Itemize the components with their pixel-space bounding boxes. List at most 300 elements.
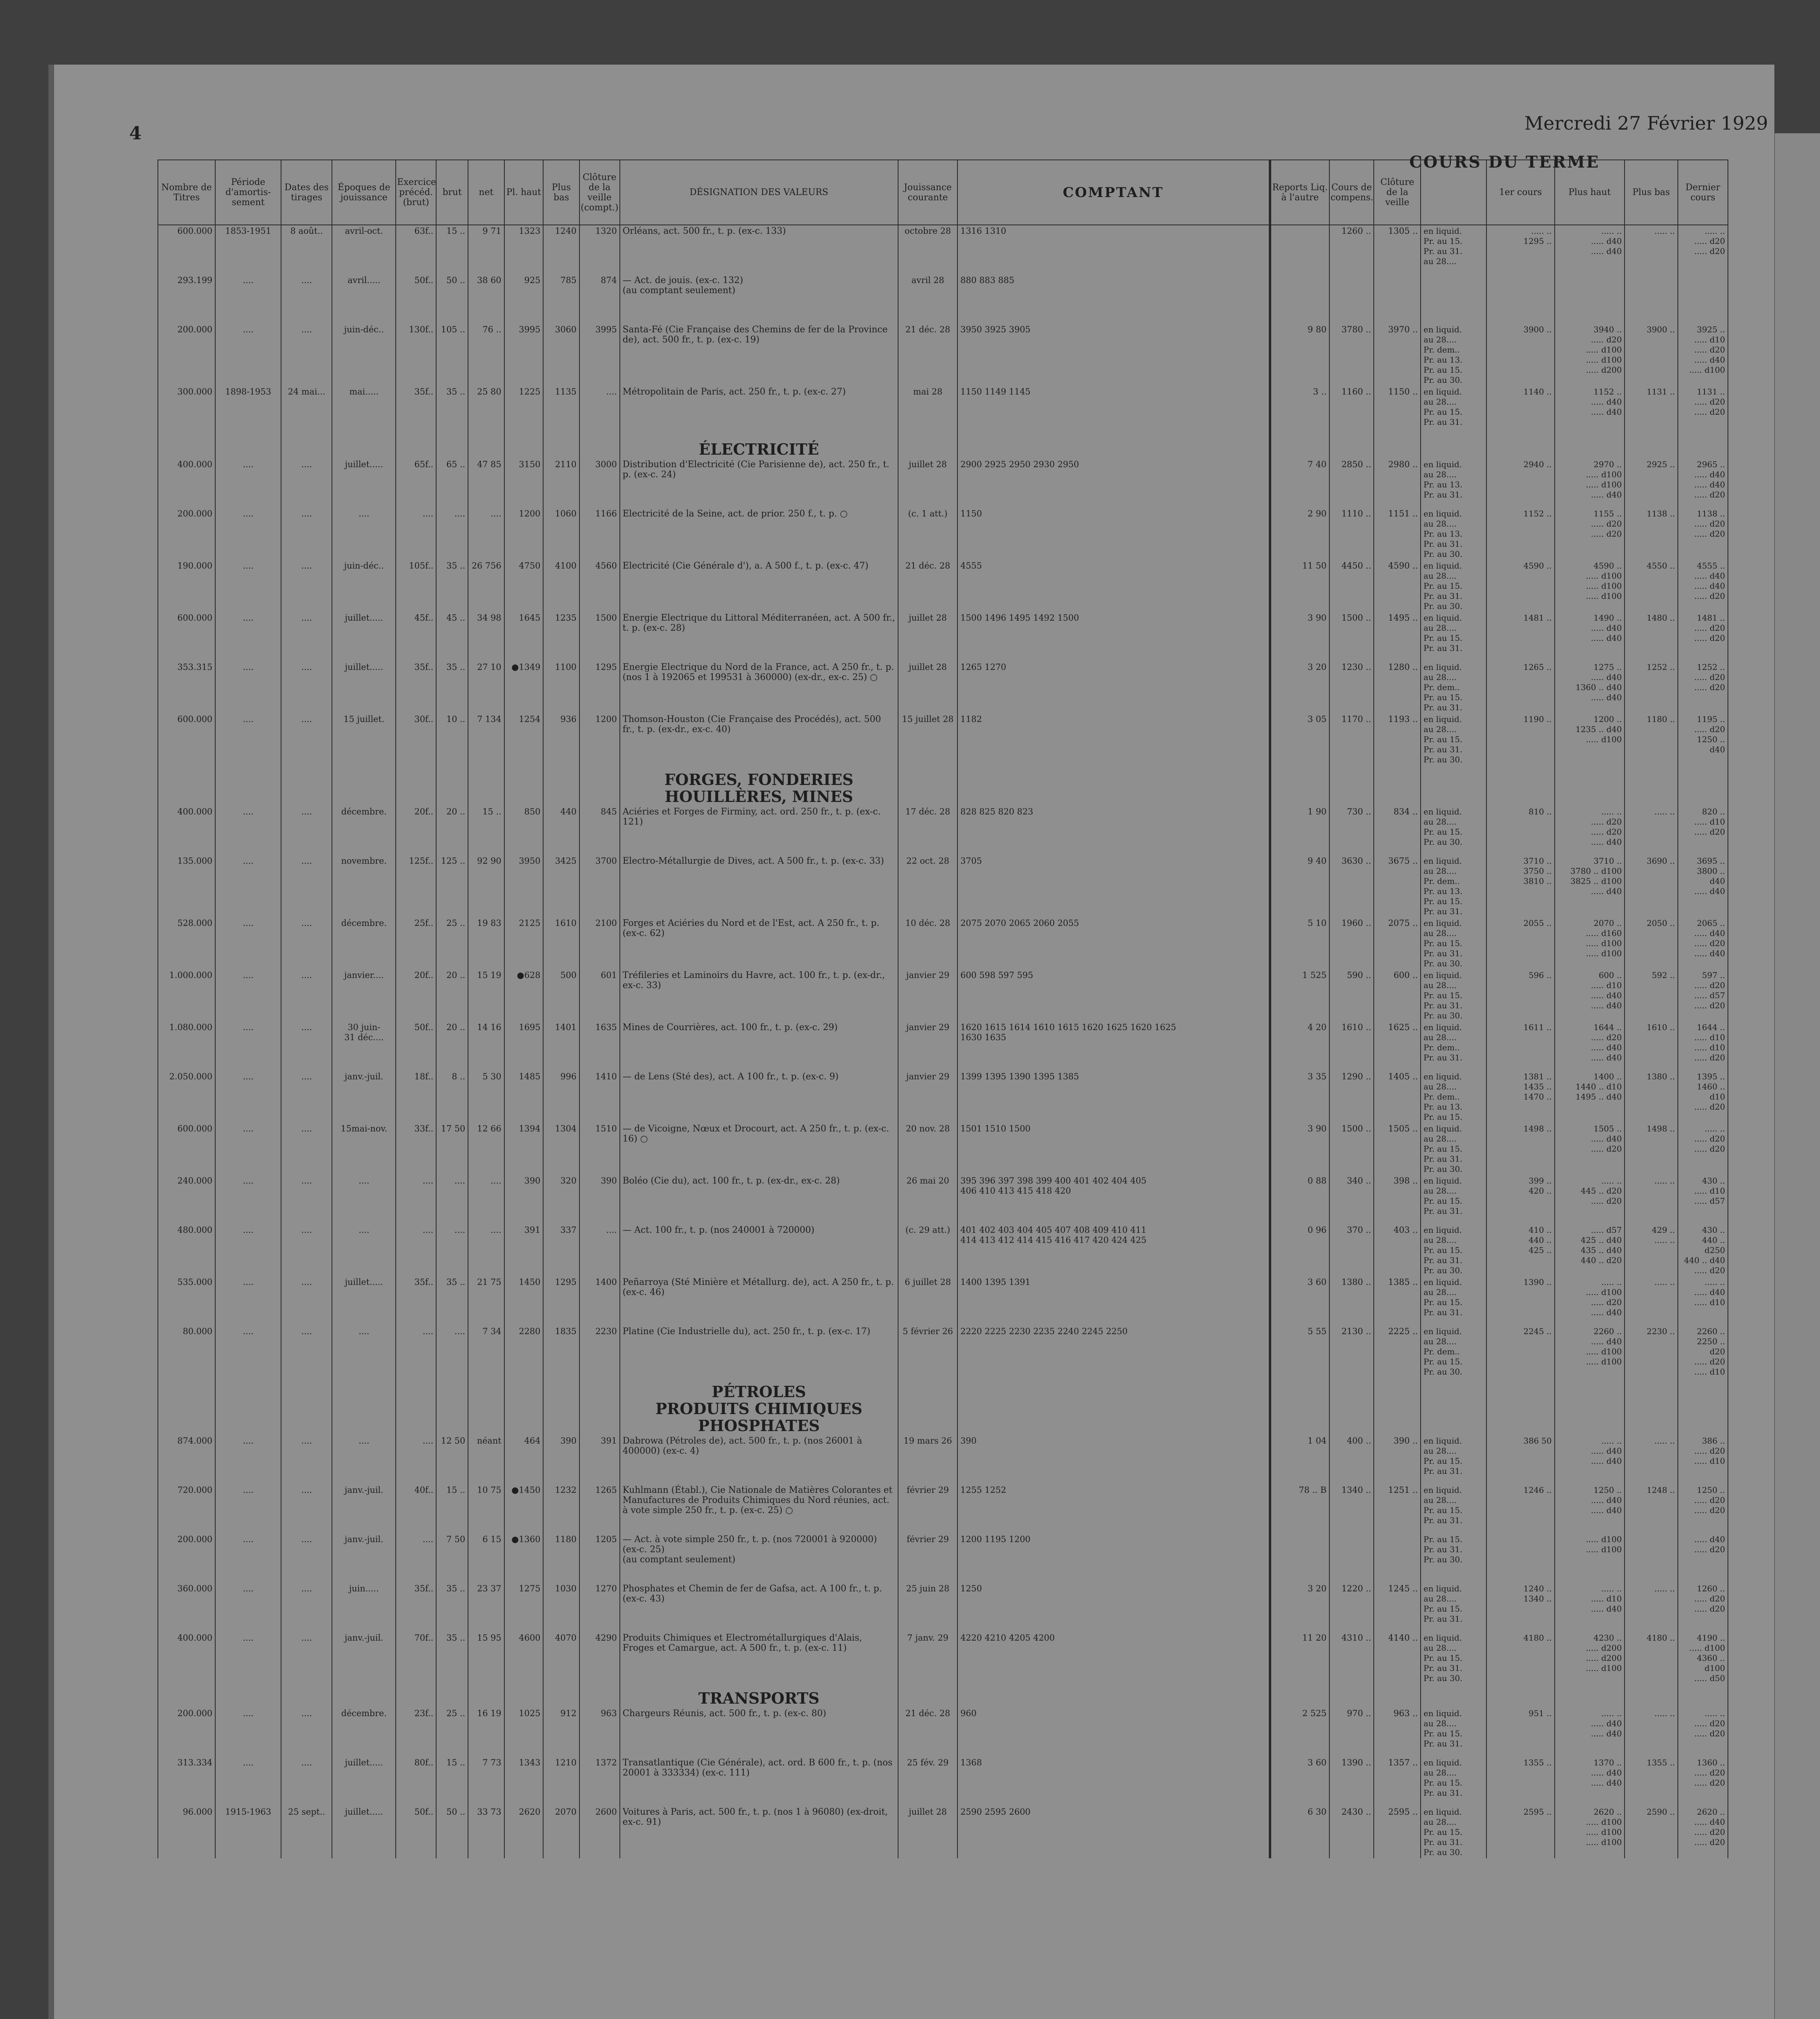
empty-cell xyxy=(1678,1378,1728,1435)
cell-epoques: janv.-juil. xyxy=(332,1632,396,1684)
cell-plus-bas-terme: 4180 .. xyxy=(1625,1632,1678,1684)
cell-tirages: .... xyxy=(281,508,332,560)
section-heading: FORGES, FONDERIES HOUILLÈRES, MINES xyxy=(620,766,898,806)
cell-exercice: 65f.. xyxy=(396,459,436,508)
cell-dernier: 597 .. ..... d20 ..... d57 ..... d20 xyxy=(1678,970,1728,1022)
cell-jouissance: octobre 28 xyxy=(898,225,957,275)
empty-cell xyxy=(543,1684,579,1708)
cell-cloture-terme: 1193 .. xyxy=(1374,714,1421,766)
cell-cloture: 4290 xyxy=(579,1632,620,1684)
cell-epoques: .... xyxy=(332,508,396,560)
cell-cloture-terme xyxy=(1374,1534,1421,1583)
cell-plus-bas-terme xyxy=(1625,1534,1678,1583)
cell-tirages: .... xyxy=(281,1534,332,1583)
cell-comptant: 1400 1395 1391 xyxy=(957,1276,1270,1326)
cell-plus-bas-terme: 1355 .. xyxy=(1625,1757,1678,1806)
cell-plus-bas: 1235 xyxy=(543,612,579,661)
quotations-table xyxy=(157,160,1728,1858)
cell-reports: 0 88 xyxy=(1270,1175,1329,1224)
cell-compens: 590 .. xyxy=(1329,970,1374,1022)
cell-designation: Forges et Aciéries du Nord et de l'Est, act. A 250 fr., t. p. (ex-c. 62) xyxy=(620,917,898,970)
table-row xyxy=(158,1632,1728,1684)
cell-plus-bas: 1180 xyxy=(543,1534,579,1583)
cell-reports: 1 525 xyxy=(1270,970,1329,1022)
cell-dernier: 4555 .. ..... d40 ..... d40 ..... d20 xyxy=(1678,560,1728,612)
empty-cell xyxy=(957,766,1270,806)
cell-tirages: 24 mai... xyxy=(281,386,332,435)
cell-plus-haut: 1505 .. ..... d40 ..... d20 xyxy=(1555,1123,1625,1175)
cell-dernier: 1195 .. ..... d20 1250 .. d40 xyxy=(1678,714,1728,766)
cell-cloture: 3700 xyxy=(579,855,620,917)
cell-tirages: .... xyxy=(281,917,332,970)
cell-position: en liquid. au 28.... Pr. au 15. Pr. au 31. Pr. au 30. xyxy=(1421,714,1486,766)
table-row xyxy=(158,806,1728,855)
empty-cell xyxy=(332,435,396,459)
cell-premier: 596 .. xyxy=(1486,970,1554,1022)
cell-periode: .... xyxy=(215,1175,281,1224)
empty-cell xyxy=(1374,766,1421,806)
cell-titres: 190.000 xyxy=(158,560,215,612)
cell-brut: 35 .. xyxy=(436,386,468,435)
table-row xyxy=(158,1806,1728,1858)
empty-cell xyxy=(1486,435,1554,459)
cell-reports: 3 60 xyxy=(1270,1276,1329,1326)
cell-epoques: janv.-juil. xyxy=(332,1534,396,1583)
table-row xyxy=(158,612,1728,661)
cell-premier: 2055 .. xyxy=(1486,917,1554,970)
cell-periode: .... xyxy=(215,917,281,970)
cell-plus-bas: 390 xyxy=(543,1435,579,1484)
table-row xyxy=(158,1435,1728,1484)
cell-net: 34 98 xyxy=(468,612,504,661)
cell-plus-haut: 4590 .. ..... d100 ..... d100 ..... d100 xyxy=(1555,560,1625,612)
empty-cell xyxy=(504,766,544,806)
cell-net: 10 75 xyxy=(468,1484,504,1534)
cell-titres: 200.000 xyxy=(158,508,215,560)
col-premier-cours: 1er cours xyxy=(1486,160,1554,225)
cell-periode: 1915-1963 xyxy=(215,1806,281,1858)
cell-premier: 4180 .. xyxy=(1486,1632,1554,1684)
cell-compens: 1230 .. xyxy=(1329,661,1374,714)
cell-plus-bas-terme: 1380 .. xyxy=(1625,1071,1678,1123)
cell-plus-haut: 3940 .. ..... d20 ..... d100 ..... d100 ..... d200 xyxy=(1555,324,1625,386)
cell-plus-haut: ..... .. ..... d20 ..... d20 ..... d40 xyxy=(1555,806,1625,855)
cell-plus-haut: ..... .. ..... d40 ..... d40 xyxy=(1555,225,1625,275)
cell-designation: Energie Electrique du Littoral Méditerranéen, act. A 500 fr., t. p. (ex-c. 28) xyxy=(620,612,898,661)
cell-plus-bas-terme xyxy=(1625,275,1678,324)
cell-cloture: 874 xyxy=(579,275,620,324)
cell-dernier: 386 .. ..... d20 ..... d10 xyxy=(1678,1435,1728,1484)
cell-designation: Energie Electrique du Nord de la France, act. A 250 fr., t. p. (nos 1 à 192065 et 199531 à 360000) (ex-dr., ex-c. 25) ○ xyxy=(620,661,898,714)
cell-plus-bas: 1835 xyxy=(543,1326,579,1378)
cell-cloture-terme: 1495 .. xyxy=(1374,612,1421,661)
cell-dernier: 1138 .. ..... d20 ..... d20 xyxy=(1678,508,1728,560)
empty-cell xyxy=(436,1378,468,1435)
cell-plus-haut: 1370 .. ..... d40 ..... d40 xyxy=(1555,1757,1625,1806)
cell-pl-haut: ●1360 xyxy=(504,1534,544,1583)
cell-tirages: .... xyxy=(281,855,332,917)
cell-plus-bas: 1100 xyxy=(543,661,579,714)
cell-position: en liquid. au 28.... Pr. dem.. Pr. au 15. Pr. au 31. xyxy=(1421,661,1486,714)
cell-position: en liquid. au 28.... Pr. dem.. Pr. au 15. Pr. au 30. xyxy=(1421,1326,1486,1378)
cell-compens: 1220 .. xyxy=(1329,1583,1374,1632)
cell-plus-bas: 337 xyxy=(543,1224,579,1276)
table-row xyxy=(158,560,1728,612)
cell-cloture: 390 xyxy=(579,1175,620,1224)
empty-cell xyxy=(543,1378,579,1435)
cell-plus-haut: 1644 .. ..... d20 ..... d40 ..... d40 xyxy=(1555,1022,1625,1071)
cell-titres: 600.000 xyxy=(158,612,215,661)
cell-pl-haut: 464 xyxy=(504,1435,544,1484)
cell-position: en liquid. au 28.... Pr. au 15. Pr. au 31. xyxy=(1421,1757,1486,1806)
cell-cloture-terme: 4590 .. xyxy=(1374,560,1421,612)
cell-jouissance: (c. 1 att.) xyxy=(898,508,957,560)
cell-jouissance: mai 28 xyxy=(898,386,957,435)
cell-titres: 535.000 xyxy=(158,1276,215,1326)
cell-exercice: 45f.. xyxy=(396,612,436,661)
page-date: Mercredi 27 Février 1929 xyxy=(1524,112,1768,134)
cell-position: en liquid. au 28.... Pr. au 15. Pr. au 31. xyxy=(1421,1484,1486,1534)
cell-periode: .... xyxy=(215,1276,281,1326)
cell-cloture: 1500 xyxy=(579,612,620,661)
cell-dernier: 430 .. 440 .. d250 440 .. d40 ..... d20 xyxy=(1678,1224,1728,1276)
cell-plus-bas: 500 xyxy=(543,970,579,1022)
cell-cloture: 1270 xyxy=(579,1583,620,1632)
cell-tirages: .... xyxy=(281,1071,332,1123)
empty-cell xyxy=(1421,1378,1486,1435)
cell-premier: 1240 .. 1340 .. xyxy=(1486,1583,1554,1632)
cell-plus-bas-terme: 2230 .. xyxy=(1625,1326,1678,1378)
cell-reports: 78 .. B xyxy=(1270,1484,1329,1534)
cell-tirages: .... xyxy=(281,459,332,508)
table-row xyxy=(158,1123,1728,1175)
cell-plus-bas: 1030 xyxy=(543,1583,579,1632)
cell-cloture: 845 xyxy=(579,806,620,855)
cell-cloture: .... xyxy=(579,1224,620,1276)
cell-cloture: 1635 xyxy=(579,1022,620,1071)
cell-designation: Kuhlmann (Établ.), Cie Nationale de Matières Colorantes et Manufactures de Produits Chimiques du Nord réunies, act. à vote simple 250 fr., t. p. (ex-c. 25) ○ xyxy=(620,1484,898,1534)
cell-brut: 12 50 xyxy=(436,1435,468,1484)
cell-cloture-terme: 1151 .. xyxy=(1374,508,1421,560)
cell-cloture: 3000 xyxy=(579,459,620,508)
table-row xyxy=(158,508,1728,560)
cell-periode: .... xyxy=(215,806,281,855)
cell-dernier: 1250 .. ..... d20 ..... d20 xyxy=(1678,1484,1728,1534)
empty-cell xyxy=(957,435,1270,459)
cell-dernier: 3695 .. 3800 .. d40 ..... d40 xyxy=(1678,855,1728,917)
empty-cell xyxy=(436,435,468,459)
empty-cell xyxy=(1270,1378,1329,1435)
cell-comptant: 1316 1310 xyxy=(957,225,1270,275)
cell-net: 33 73 xyxy=(468,1806,504,1858)
cell-brut: 25 .. xyxy=(436,917,468,970)
cell-plus-bas: 1232 xyxy=(543,1484,579,1534)
empty-cell xyxy=(579,1378,620,1435)
empty-cell xyxy=(468,435,504,459)
cell-net: .... xyxy=(468,508,504,560)
cell-cloture-terme: 1305 .. xyxy=(1374,225,1421,275)
cell-pl-haut: 1645 xyxy=(504,612,544,661)
col-periode: Période d'amortis-sement xyxy=(215,160,281,225)
cell-dernier: 1260 .. ..... d20 ..... d20 xyxy=(1678,1583,1728,1632)
cell-plus-haut: 2620 .. ..... d100 ..... d100 ..... d100 xyxy=(1555,1806,1625,1858)
cell-epoques: janv.-juil. xyxy=(332,1484,396,1534)
cell-dernier: ..... d40 ..... d20 xyxy=(1678,1534,1728,1583)
cell-periode: .... xyxy=(215,714,281,766)
cell-cloture: 391 xyxy=(579,1435,620,1484)
cell-comptant: 2900 2925 2950 2930 2950 xyxy=(957,459,1270,508)
cell-plus-haut: ..... d57 425 .. d40 435 .. d40 440 .. d20 xyxy=(1555,1224,1625,1276)
cell-net: 7 73 xyxy=(468,1757,504,1806)
cell-cloture-terme: 398 .. xyxy=(1374,1175,1421,1224)
cell-dernier: 2965 .. ..... d40 ..... d40 ..... d20 xyxy=(1678,459,1728,508)
cell-cloture: 1265 xyxy=(579,1484,620,1534)
cell-epoques: avril..... xyxy=(332,275,396,324)
empty-cell xyxy=(396,1378,436,1435)
empty-cell xyxy=(543,435,579,459)
cell-jouissance: juillet 28 xyxy=(898,661,957,714)
cell-designation: — de Lens (Sté des), act. A 100 fr., t. p. (ex-c. 9) xyxy=(620,1071,898,1123)
cell-comptant: 2220 2225 2230 2235 2240 2245 2250 xyxy=(957,1326,1270,1378)
cell-premier: 1381 .. 1435 .. 1470 .. xyxy=(1486,1071,1554,1123)
cell-compens: 370 .. xyxy=(1329,1224,1374,1276)
cell-position: en liquid. au 28.... Pr. au 15. Pr. au 31. Pr. au 30. xyxy=(1421,970,1486,1022)
cell-pl-haut: 1485 xyxy=(504,1071,544,1123)
empty-cell xyxy=(1678,1684,1728,1708)
empty-cell xyxy=(1625,1378,1678,1435)
cell-compens: 1260 .. xyxy=(1329,225,1374,275)
empty-cell xyxy=(543,766,579,806)
table-row xyxy=(158,917,1728,970)
cell-net: 26 756 xyxy=(468,560,504,612)
cell-cloture-terme: 4140 .. xyxy=(1374,1632,1421,1684)
cell-exercice: 50f.. xyxy=(396,1806,436,1858)
empty-cell xyxy=(1678,435,1728,459)
cell-comptant: 1250 xyxy=(957,1583,1270,1632)
cell-exercice: .... xyxy=(396,1326,436,1378)
empty-cell xyxy=(1486,1684,1554,1708)
empty-cell xyxy=(1555,766,1625,806)
cell-position xyxy=(1421,275,1486,324)
cell-dernier: 2260 .. 2250 .. d20 ..... d20 ..... d10 xyxy=(1678,1326,1728,1378)
cell-plus-haut: 3710 .. 3780 .. d100 3825 .. d100 ..... d40 xyxy=(1555,855,1625,917)
table-row xyxy=(158,1583,1728,1632)
col-dates: Dates des tirages xyxy=(281,160,332,225)
empty-cell xyxy=(1678,766,1728,806)
cell-plus-haut: ..... .. ..... d100 ..... d20 ..... d40 xyxy=(1555,1276,1625,1326)
cell-compens: 3630 .. xyxy=(1329,855,1374,917)
cell-designation: — Act. de jouis. (ex-c. 132) (au comptant seulement) xyxy=(620,275,898,324)
cell-premier: 1498 .. xyxy=(1486,1123,1554,1175)
cell-cloture-terme: 1280 .. xyxy=(1374,661,1421,714)
cell-titres: 400.000 xyxy=(158,459,215,508)
cell-cloture: 1166 xyxy=(579,508,620,560)
cell-reports: 3 05 xyxy=(1270,714,1329,766)
cell-designation: Phosphates et Chemin de fer de Gafsa, act. A 100 fr., t. p. (ex-c. 43) xyxy=(620,1583,898,1632)
cell-position: en liquid. au 28.... Pr. dem.. Pr. au 31. xyxy=(1421,1022,1486,1071)
cell-plus-bas: 1060 xyxy=(543,508,579,560)
cell-dernier: 4190 .. ..... d100 4360 .. d100 ..... d50 xyxy=(1678,1632,1728,1684)
empty-cell xyxy=(1270,435,1329,459)
empty-cell xyxy=(1486,766,1554,806)
cell-cloture-terme: 1150 .. xyxy=(1374,386,1421,435)
cell-jouissance: février 29 xyxy=(898,1534,957,1583)
cell-pl-haut: 2280 xyxy=(504,1326,544,1378)
cell-cloture-terme: 3970 .. xyxy=(1374,324,1421,386)
cell-plus-bas-terme: 3900 .. xyxy=(1625,324,1678,386)
cell-cloture-terme: 1251 .. xyxy=(1374,1484,1421,1534)
cell-exercice: 20f.. xyxy=(396,806,436,855)
cell-tirages: .... xyxy=(281,1484,332,1534)
cell-reports: 3 .. xyxy=(1270,386,1329,435)
empty-cell xyxy=(1329,435,1374,459)
table-row xyxy=(158,1224,1728,1276)
cell-titres: 600.000 xyxy=(158,1123,215,1175)
empty-cell xyxy=(1270,1684,1329,1708)
cell-net: 9 71 xyxy=(468,225,504,275)
cell-premier: 410 .. 440 .. 425 .. xyxy=(1486,1224,1554,1276)
cell-cloture-terme: 1625 .. xyxy=(1374,1022,1421,1071)
cell-epoques: juin-déc.. xyxy=(332,560,396,612)
cell-cloture: 2600 xyxy=(579,1806,620,1858)
cell-tirages: .... xyxy=(281,806,332,855)
cell-premier: 810 .. xyxy=(1486,806,1554,855)
empty-cell xyxy=(396,1684,436,1708)
cell-cloture: 1372 xyxy=(579,1757,620,1806)
cell-pl-haut: 390 xyxy=(504,1175,544,1224)
empty-cell xyxy=(1555,1378,1625,1435)
cell-reports: 11 20 xyxy=(1270,1632,1329,1684)
cell-exercice: 35f.. xyxy=(396,1276,436,1326)
cell-net: 21 75 xyxy=(468,1276,504,1326)
empty-cell xyxy=(215,766,281,806)
cell-position: en liquid. au 28.... Pr. au 15. Pr. au 31. xyxy=(1421,1276,1486,1326)
cell-compens: 970 .. xyxy=(1329,1708,1374,1757)
cell-titres: 293.199 xyxy=(158,275,215,324)
empty-cell xyxy=(468,1684,504,1708)
cell-cloture: 963 xyxy=(579,1708,620,1757)
col-dern-net: net xyxy=(468,160,504,225)
cell-plus-haut: 1400 .. 1440 .. d10 1495 .. d40 xyxy=(1555,1071,1625,1123)
cell-exercice: 105f.. xyxy=(396,560,436,612)
cell-reports: 6 30 xyxy=(1270,1806,1329,1858)
cell-designation: Tréfileries et Laminoirs du Havre, act. 100 fr., t. p. (ex-dr., ex-c. 33) xyxy=(620,970,898,1022)
cell-tirages: .... xyxy=(281,324,332,386)
cell-periode: .... xyxy=(215,1071,281,1123)
cell-comptant: 1368 xyxy=(957,1757,1270,1806)
empty-cell xyxy=(281,1378,332,1435)
cell-pl-haut: ●1349 xyxy=(504,661,544,714)
empty-cell xyxy=(215,435,281,459)
cell-titres: 353.315 xyxy=(158,661,215,714)
cell-reports: 7 40 xyxy=(1270,459,1329,508)
cell-net: 92 90 xyxy=(468,855,504,917)
cell-designation: Voitures à Paris, act. 500 fr., t. p. (nos 1 à 96080) (ex-droit, ex-c. 91) xyxy=(620,1806,898,1858)
cell-dernier: 3925 .. ..... d10 ..... d20 ..... d40 ..... d100 xyxy=(1678,324,1728,386)
cell-reports: 9 80 xyxy=(1270,324,1329,386)
empty-cell xyxy=(332,1378,396,1435)
col-plus-bas-comptant: Plus bas xyxy=(543,160,579,225)
empty-cell xyxy=(957,1684,1270,1708)
section-heading-row xyxy=(158,1684,1728,1708)
cell-comptant: 1182 xyxy=(957,714,1270,766)
table-row xyxy=(158,1484,1728,1534)
cell-plus-bas: 2110 xyxy=(543,459,579,508)
cell-designation: Thomson-Houston (Cie Française des Procédés), act. 500 fr., t. p. (ex-dr., ex-c. 40) xyxy=(620,714,898,766)
cell-designation: Platine (Cie Industrielle du), act. 250 fr., t. p. (ex-c. 17) xyxy=(620,1326,898,1378)
cell-exercice: 50f.. xyxy=(396,275,436,324)
cell-plus-haut: 1490 .. ..... d40 ..... d40 xyxy=(1555,612,1625,661)
cell-premier: 2595 .. xyxy=(1486,1806,1554,1858)
cell-epoques: juillet..... xyxy=(332,612,396,661)
cell-tirages: .... xyxy=(281,1175,332,1224)
cell-exercice: 30f.. xyxy=(396,714,436,766)
cell-designation: Electricité (Cie Générale d'), a. A 500 f., t. p. (ex-c. 47) xyxy=(620,560,898,612)
cell-dernier: 1395 .. 1460 .. d10 ..... d20 xyxy=(1678,1071,1728,1123)
cell-jouissance: juillet 28 xyxy=(898,1806,957,1858)
cell-cloture-terme: 3675 .. xyxy=(1374,855,1421,917)
cell-plus-bas-terme: ..... .. xyxy=(1625,225,1678,275)
cell-jouissance: février 29 xyxy=(898,1484,957,1534)
cell-tirages: .... xyxy=(281,714,332,766)
cell-plus-bas-terme: ..... .. xyxy=(1625,1435,1678,1484)
cell-exercice: 33f.. xyxy=(396,1123,436,1175)
cell-reports: 3 35 xyxy=(1270,1071,1329,1123)
cell-cloture: 1200 xyxy=(579,714,620,766)
empty-cell xyxy=(1374,1684,1421,1708)
cell-cloture: 1205 xyxy=(579,1534,620,1583)
cell-plus-bas: 440 xyxy=(543,806,579,855)
cell-jouissance: juillet 28 xyxy=(898,459,957,508)
page-number: 4 xyxy=(129,123,142,144)
empty-cell xyxy=(898,435,957,459)
cell-titres: 528.000 xyxy=(158,917,215,970)
col-comptant: COMPTANT xyxy=(957,160,1270,225)
cell-periode: 1853-1951 xyxy=(215,225,281,275)
cell-position: en liquid. au 28.... Pr. au 15. Pr. au 31. Pr. au 30. xyxy=(1421,1632,1486,1684)
cell-premier: 1152 .. xyxy=(1486,508,1554,560)
cell-comptant: 1150 1149 1145 xyxy=(957,386,1270,435)
table-row xyxy=(158,1276,1728,1326)
cell-designation: — de Vicoigne, Nœux et Drocourt, act. A 250 fr., t. p. (ex-c. 16) ○ xyxy=(620,1123,898,1175)
cell-position: en liquid. au 28.... Pr. au 15. Pr. au 31. xyxy=(1421,1708,1486,1757)
cell-brut: 35 .. xyxy=(436,1632,468,1684)
cell-plus-haut: ..... d100 ..... d100 xyxy=(1555,1534,1625,1583)
empty-cell xyxy=(579,435,620,459)
table-row xyxy=(158,386,1728,435)
cell-titres: 2.050.000 xyxy=(158,1071,215,1123)
cell-position: en liquid. au 28.... Pr. au 15. Pr. au 31. xyxy=(1421,1175,1486,1224)
cell-pl-haut: 3950 xyxy=(504,855,544,917)
cell-brut: 50 .. xyxy=(436,1806,468,1858)
cell-plus-bas: 1210 xyxy=(543,1757,579,1806)
cell-pl-haut: 1225 xyxy=(504,386,544,435)
cell-net: 25 80 xyxy=(468,386,504,435)
cell-tirages: .... xyxy=(281,1276,332,1326)
cell-position: en liquid. au 28.... Pr. au 15. Pr. au 31. Pr. au 30. xyxy=(1421,1224,1486,1276)
cell-exercice: .... xyxy=(396,1175,436,1224)
empty-cell xyxy=(436,766,468,806)
table-row xyxy=(158,1175,1728,1224)
cell-comptant: 1200 1195 1200 xyxy=(957,1534,1270,1583)
cell-tirages: .... xyxy=(281,1632,332,1684)
cell-epoques: .... xyxy=(332,1435,396,1484)
cell-plus-haut: 1152 .. ..... d40 ..... d40 xyxy=(1555,386,1625,435)
cell-cloture-terme: 1405 .. xyxy=(1374,1071,1421,1123)
cell-titres: 1.000.000 xyxy=(158,970,215,1022)
cell-compens: 730 .. xyxy=(1329,806,1374,855)
cell-plus-bas-terme: 1498 .. xyxy=(1625,1123,1678,1175)
